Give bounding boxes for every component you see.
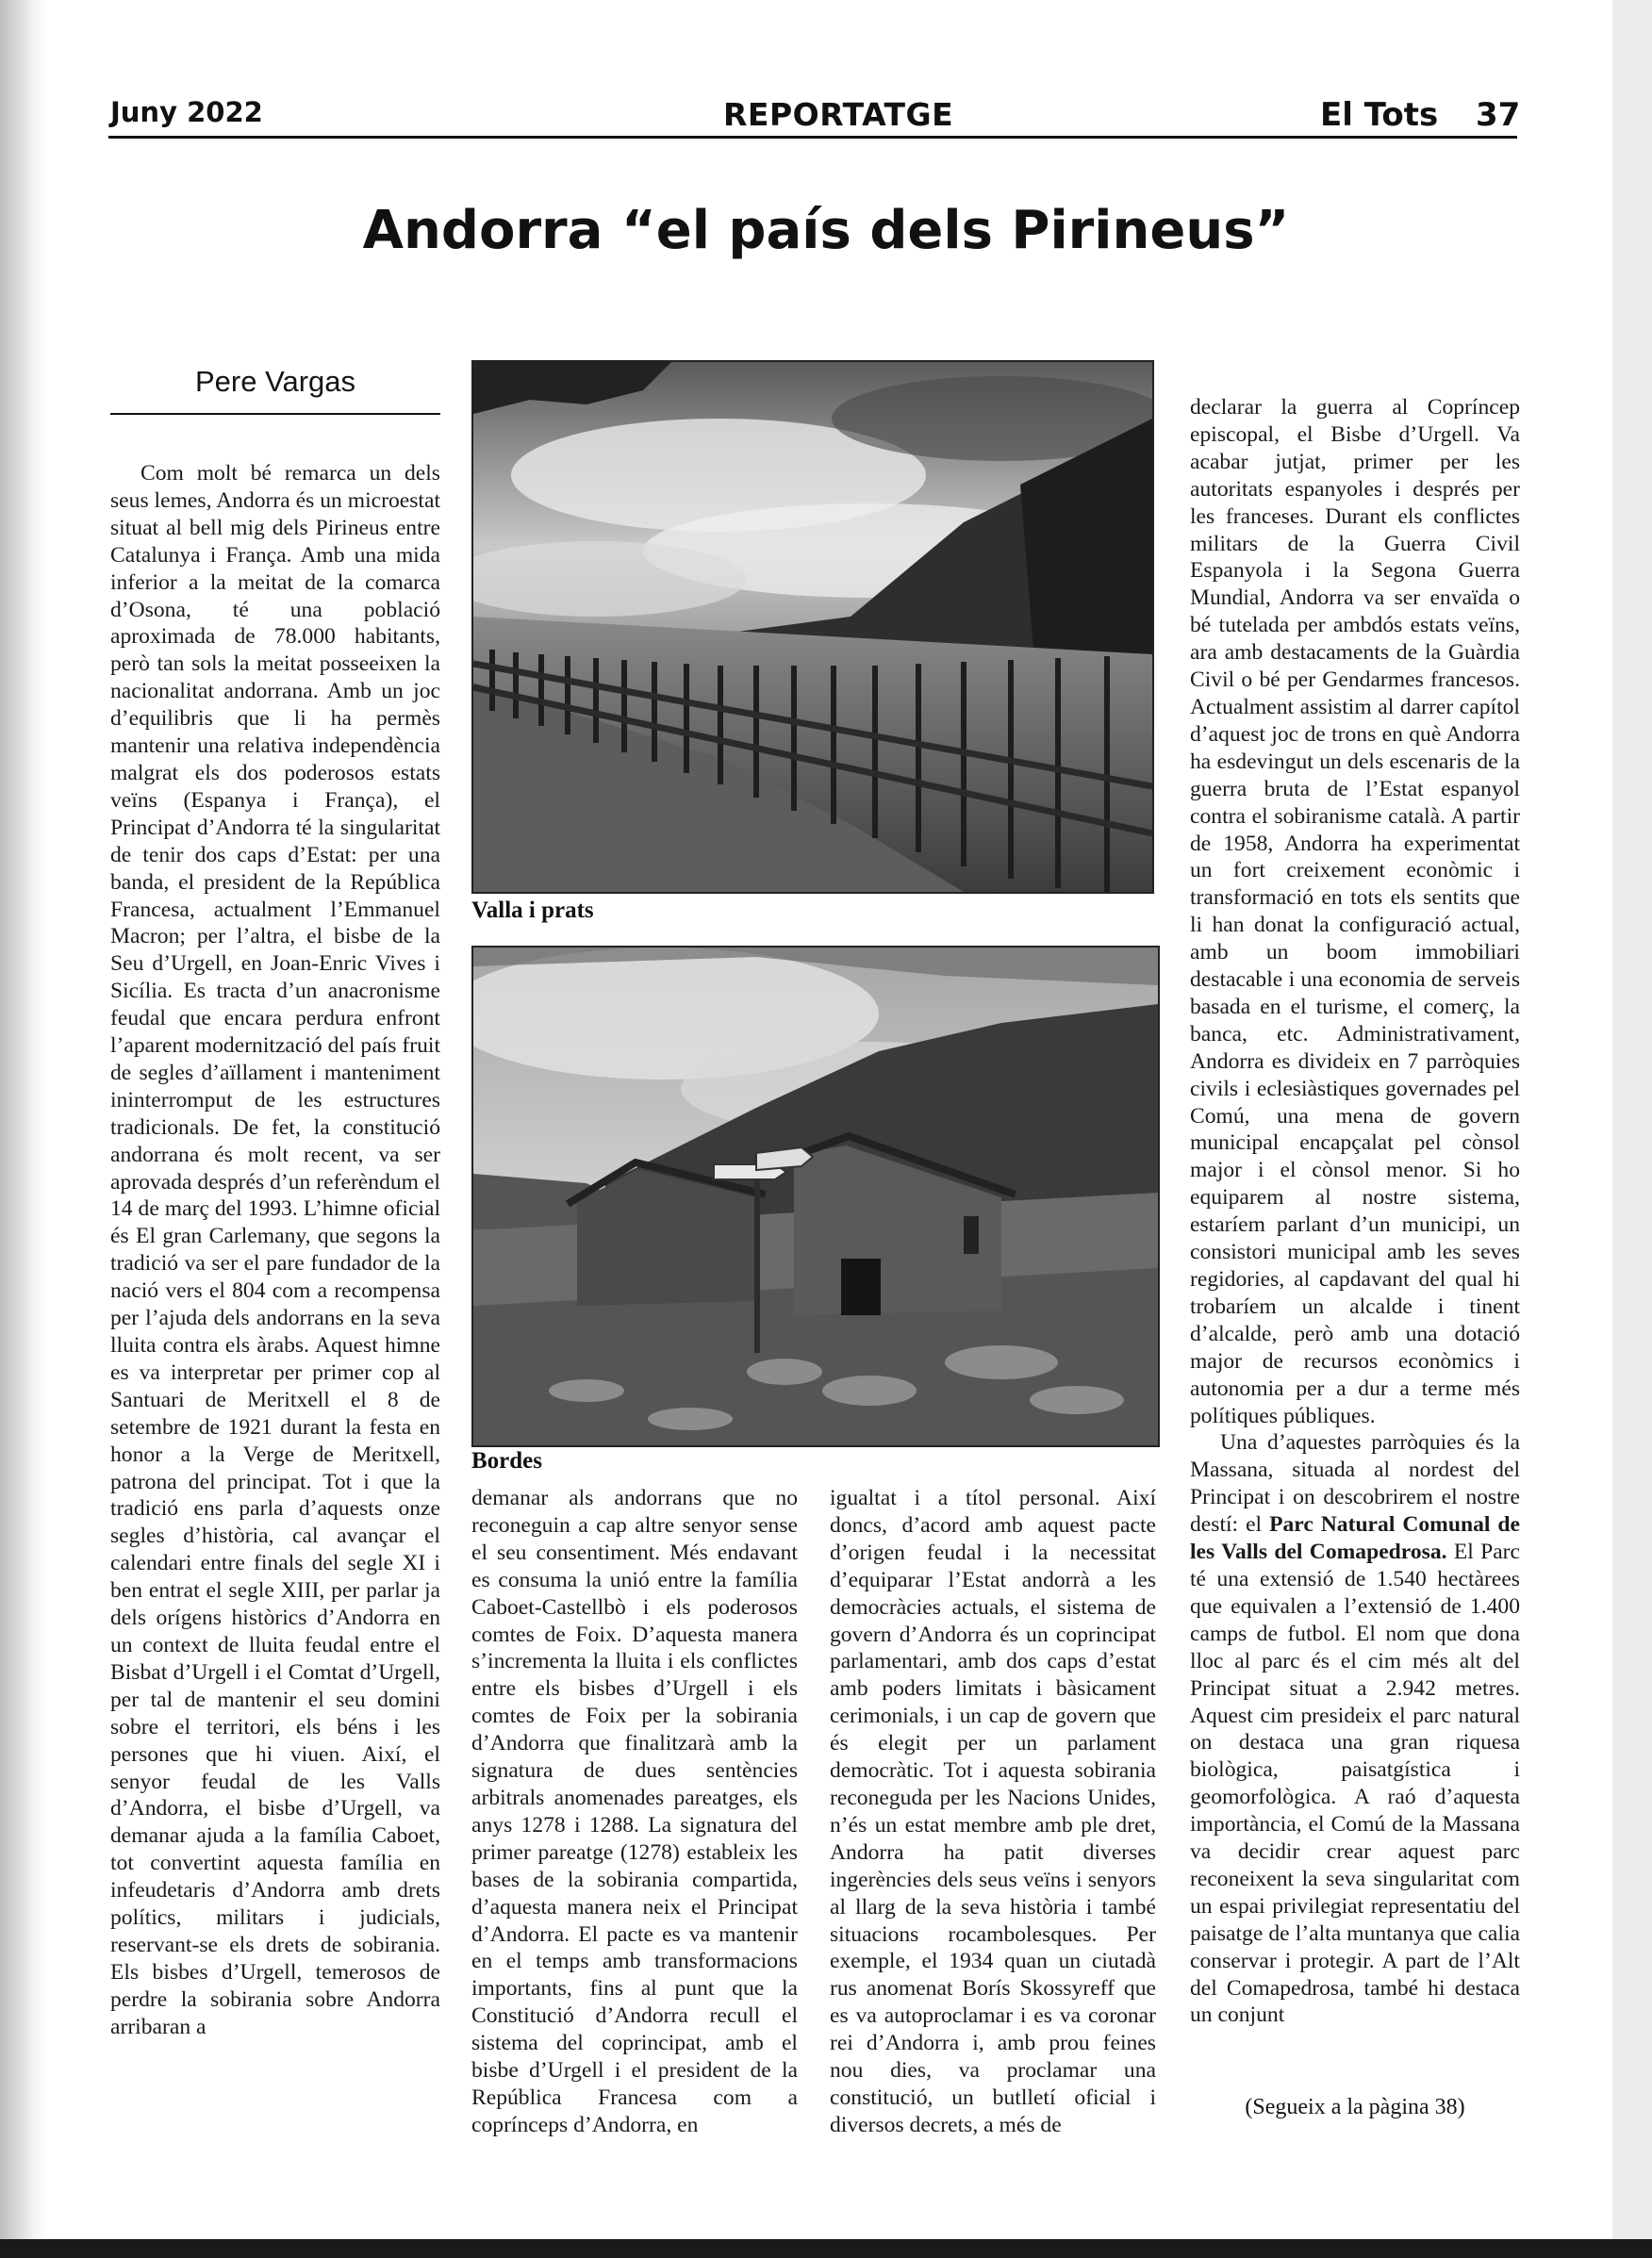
section-label: REPORTATGE (723, 96, 954, 133)
photo-fence-meadow-image (473, 362, 1152, 892)
photo-stone-huts (471, 946, 1160, 1447)
scan-bottom-edge (0, 2239, 1652, 2258)
park-name-bold: Parc Natural Comunal de les Valls del Comapedrosa. (1190, 1512, 1520, 1565)
article-paragraph: Com molt bé remarca un dels seus lemes, Andorra és un microestat situat al bell mig dels Pirineus entre Catalunya i França. Amb una mida inferior a la meitat de la comarca d’Osona, té una població aproximada de 78.000 habitants, però tan sols la meitat posseeixen la nacionalitat andorrana. Amb un joc d’equilibris que li ha permès mantenir una relativa independència malgrat els dos poderosos estats veïns (Espanya i França), el Principat d’Andorra té la singularitat de tenir dos caps d’Estat: per una banda, el president de la República Francesa, actualment l’Emmanuel Macron; per l’altra, el bisbe de la Seu d’Urgell, en Joan-Enric Vives i Sicília. Es tracta d’un anacronisme feudal que encara perdura enfront l’aparent modernització del país fruit de segles d’aïllament i manteniment ininterromput de les estructures tradicionals. De fet, la constitució andorrana és molt recent, va ser aprovada després d’un referèndum el 14 de març del 1993. L’himne oficial és El gran Carlemany, que segons la tradició va ser el pare fundador de la nació vers el 804 com a recompensa per l’ajuda dels andorrans en la seva lluita contra els àrabs. Aquest himne es va interpretar per primer cop al Santuari de Meritxell el 8 de setembre de 1921 durant la festa en honor a la Verge de Meritxell, patrona del principat. Tot i que la tradició ens parla d’aquests onze segles d’història, cal avançar el calendari entre finals del segle XI i ben entrat el segle XIII, per parlar ja dels orígens històrics d’Andorra en un context de lluita feudal entre el Bisbat d’Urgell i el Comtat d’Urgell, per tal de mantenir el seu domini sobre el territori, els béns i les persones que hi viuen. Així, el senyor feudal de les Valls d’Andorra, el bisbe d’Urgell, va demanar ajuda a la família Caboet, tot convertint aquesta família en infeudetaris d’Andorra amb drets polítics, militars i judicials, reservant-se els drets de sobirania. Els bisbes d’Urgell, temerosos de perdre la sobirania sobre Andorra arribaran a (110, 461, 440, 2039)
article-paragraph: igualtat i a títol personal. Així doncs, d’acord amb aquest pacte d’origen feudal i la necessitat d’equiparar l’Estat andorrà a les democràcies actuals, el sistema de govern d’Andorra és un coprincipat parlamentari, amb dos caps d’estat amb poders limitats i bàsicament cerimonials, i un cap de govern que és elegit per un parlament democràtic. Tot i aquesta sobirania reconeguda per les Nacions Unides, n’és un estat membre amb ple dret, Andorra ha patit diverses ingerències dels seus veïns i senyors al llarg de la seva història i també situacions rocambolesques. Per exemple, el 1934 quan un ciutadà rus anomenat Borís Skossyreff que es va autoproclamar i es va coronar rei d’Andorra i, amb prou feines nou dies, va proclamar una constitució, un butlletí oficial i diversos decrets, a més de (830, 1486, 1156, 2137)
article-column-2 (471, 1485, 798, 2139)
article-title: Andorra “el país dels Pirineus” (362, 200, 1290, 261)
page-right-margin (1612, 0, 1652, 2258)
issue-date: Juny 2022 (110, 96, 263, 128)
photo-caption-fence: Valla i prats (471, 898, 594, 923)
photo-caption-huts: Bordes (471, 1448, 542, 1474)
paragraph-text: Una d’aquestes parròquies és la Massana, situada al nordest del Principat i on descobrirem el nostre destí: el (1190, 1430, 1520, 1538)
header-rule (108, 136, 1517, 139)
article-column-3 (830, 1485, 1156, 2139)
photo-fence-meadow (471, 360, 1154, 894)
continued-on-page: (Segueix a la pàgina 38) (1245, 2095, 1465, 2119)
article-paragraph: declarar la guerra al Copríncep episcopal, el Bisbe d’Urgell. Va acabar jutjat, primer per les autoritats espanyoles i després per les franceses. Durant els conflictes militars de la Guerra Civil Espanyola i la Segona Guerra Mundial, Andorra va ser envaïda o bé tutelada per ambdós estats veïns, ara amb destacaments de la Guàrdia Civil o bé per Gendarmes francesos. Actualment assistim al darrer capítol d’aquest joc de trons en què Andorra ha esdevingut un dels escenaris de la guerra bruta de l’Estat espanyol contra el sobiranisme català. A partir de 1958, Andorra ha experimentat un fort creixement econòmic i transformació en tots els sentits que li han donat la configuració actual, amb un boom immobiliari destacable i una economia de serveis basada en el turisme, el comerç, la banca, etc. Administrativament, Andorra es divideix en 7 parròquies civils i eclesiàstiques governades pel Comú, una mena de govern municipal encapçalat pel cònsol major i el cònsol menor. Si ho equiparem al nostre sistema, estaríem parlant d’un municipi, un consistori municipal amb les seves regidories, al capdavant del qual hi trobaríem un alcalde i tinent d’alcalde, però amb una dotació major de recursos econòmics i autonomia per a dur a terme més polítiques públiques. (1190, 395, 1520, 1428)
photo-stone-huts-image (473, 948, 1158, 1445)
article-paragraph: demanar als andorrans que no reconeguin a cap altre senyor sense el seu consentiment. Més endavant es consuma la unió entre la família Caboet-Castellbò i els poderosos comtes de Foix. D’aquesta manera s’incrementa la lluita i els conflictes entre els bisbes d’Urgell i els comtes de Foix per la sobirania d’Andorra que finalitzarà amb la signatura de dues sentències arbitrals anomenades pareatges, els anys 1278 i 1288. La signatura del primer pareatge (1278) estableix les bases de la sobirania compartida, d’aquesta manera neix el Principat d’Andorra. El pacte es va mantenir en el temps amb transformacions importants, fins al punt que la Constitució d’Andorra recull el sistema del coprincipat, amb el bisbe d’Urgell i el president de la República Francesa com a coprínceps d’Andorra, en (471, 1486, 798, 2137)
publication-name: El Tots (1320, 96, 1439, 134)
page-binding-shadow (0, 0, 47, 2258)
author-byline: Pere Vargas (194, 365, 355, 398)
byline-rule (110, 413, 440, 415)
paragraph-text: El Parc té una extensió de 1.540 hectàrees que equivalen a l’extensió de 1.400 camps de futbol. El nom que dona lloc al parc és el cim més alt del Principat situat a 2.942 metres. Aquest cim presideix el parc natural on destaca una gran riquesa biològica, paisatgística i geomorfològica. A raó d’aquesta importància, el Comú de la Massana va decidir crear aquest parc reconeixent la seva singularitat com un espai privilegiat representatiu del paisatge de l’alta muntanya que calia conservar i protegir. A part de l’Alt del Comapedrosa, també hi destaca un conjunt (1190, 1540, 1521, 2028)
article-column-1 (110, 460, 440, 2041)
article-column-4 (1190, 394, 1520, 2029)
page-number: 37 (1476, 96, 1521, 134)
article-paragraph (1190, 1429, 1520, 2029)
